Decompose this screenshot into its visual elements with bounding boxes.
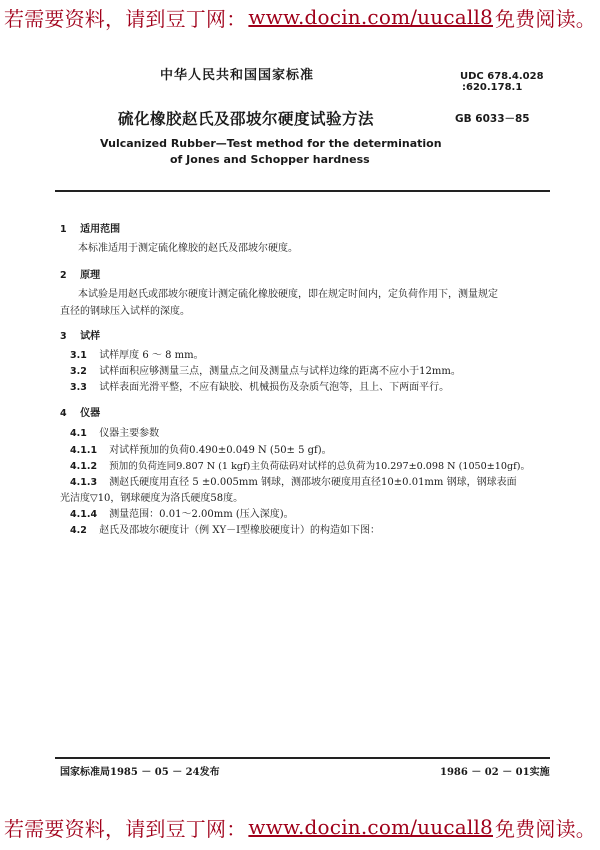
issue-date: 国家标准局1985 － 05 － 24发布 bbox=[60, 767, 220, 778]
section-heading bbox=[60, 408, 100, 420]
section-title: 试样 bbox=[80, 331, 101, 342]
section-title: 原理 bbox=[80, 270, 101, 281]
udc-code-line2: :620.178.1 bbox=[462, 82, 523, 93]
paragraph-line: 本试验是用赵氏或邵坡尔硬度计测定硫化橡胶硬度，即在规定时间内，定负荷作用下，测量规定 bbox=[78, 289, 498, 300]
document-title-cn: 硫化橡胶赵氏及邵坡尔硬度试验方法 bbox=[118, 109, 375, 128]
banner-link[interactable]: www.docin.com/uucall8 bbox=[248, 815, 493, 839]
item-text: 试样表面光滑平整，不应有缺胶、机械损伤及杂质气泡等，且上、下两面平行。 bbox=[99, 382, 450, 393]
list-item bbox=[70, 525, 380, 537]
item-text: 测量范围：0.01～2.00mm (压入深度)。 bbox=[109, 509, 294, 520]
standard-name: 中华人民共和国国家标准 bbox=[160, 68, 315, 83]
document-title-en-line2: of Jones and Schopper hardness bbox=[170, 153, 370, 166]
item-text: 预加的负荷连同9.807 N (1 kgf)主负荷砝码对试样的总负荷为10.297±0.098 N (1050±10gf)。 bbox=[109, 461, 531, 472]
document-title-en-line1: Vulcanized Rubber—Test method for the determination bbox=[100, 137, 442, 150]
section-number: 4 bbox=[60, 408, 67, 419]
gb-number: GB 6033－85 bbox=[455, 113, 530, 125]
list-item bbox=[70, 428, 159, 440]
banner-prefix: 若需要资料，请到豆丁网： bbox=[4, 6, 247, 31]
item-text: 仪器主要参数 bbox=[99, 428, 160, 439]
bottom-banner bbox=[0, 812, 600, 842]
list-item bbox=[70, 366, 461, 378]
item-text: 赵氏及邵坡尔硬度计（例 XY－Ⅰ型橡胶硬度计）的构造如下图： bbox=[99, 525, 381, 536]
list-item bbox=[70, 350, 204, 362]
header-divider bbox=[55, 190, 550, 192]
list-item bbox=[70, 509, 294, 521]
section-heading bbox=[60, 331, 100, 343]
effective-date: 1986 － 02 － 01实施 bbox=[440, 767, 550, 778]
item-number: 4.2 bbox=[70, 525, 87, 536]
section-heading bbox=[60, 270, 100, 282]
list-item bbox=[70, 445, 332, 457]
item-number: 3.3 bbox=[70, 382, 87, 393]
item-number: 4.1.1 bbox=[70, 445, 98, 456]
item-number: 3.2 bbox=[70, 366, 87, 377]
item-text: 光洁度▽10，钢球硬度为洛氏硬度58度。 bbox=[60, 493, 244, 504]
item-text: 试样面积应够测量三点，测量点之间及测量点与试样边缘的距离不应小于12mm。 bbox=[99, 366, 461, 377]
list-item-continuation bbox=[60, 493, 243, 505]
banner-link[interactable]: www.docin.com/uucall8 bbox=[248, 5, 493, 29]
section-heading bbox=[60, 224, 120, 236]
item-number: 4.1.4 bbox=[70, 509, 98, 520]
footer-divider bbox=[55, 757, 550, 759]
item-text: 测赵氏硬度用直径 5 ±0.005mm 钢球，测邵坡尔硬度用直径10±0.01mm 钢球，钢球表面 bbox=[109, 477, 517, 488]
section-title: 仪器 bbox=[80, 408, 101, 419]
item-number: 4.1.2 bbox=[70, 461, 98, 472]
paragraph-line: 直径的钢球压入试样的深度。 bbox=[60, 306, 190, 317]
item-text: 对试样预加的负荷0.490±0.049 N (50± 5 gf)。 bbox=[109, 445, 332, 456]
banner-suffix: 免费阅读。 bbox=[494, 6, 596, 31]
section-number: 3 bbox=[60, 331, 67, 342]
list-item bbox=[70, 461, 530, 473]
item-number: 4.1.3 bbox=[70, 477, 98, 488]
banner-suffix: 免费阅读。 bbox=[494, 816, 596, 841]
paragraph-line: 本标准适用于测定硫化橡胶的赵氏及邵坡尔硬度。 bbox=[78, 243, 298, 254]
list-item bbox=[70, 382, 449, 394]
top-banner bbox=[0, 2, 600, 32]
item-text: 试样厚度 6 ～ 8 mm。 bbox=[99, 350, 204, 361]
item-number: 3.1 bbox=[70, 350, 87, 361]
list-item bbox=[70, 477, 517, 489]
section-number: 2 bbox=[60, 270, 67, 281]
section-title: 适用范围 bbox=[80, 224, 121, 235]
banner-prefix: 若需要资料，请到豆丁网： bbox=[4, 816, 247, 841]
item-number: 4.1 bbox=[70, 428, 87, 439]
udc-code-line1: UDC 678.4.028 bbox=[460, 71, 544, 82]
section-number: 1 bbox=[60, 224, 67, 235]
